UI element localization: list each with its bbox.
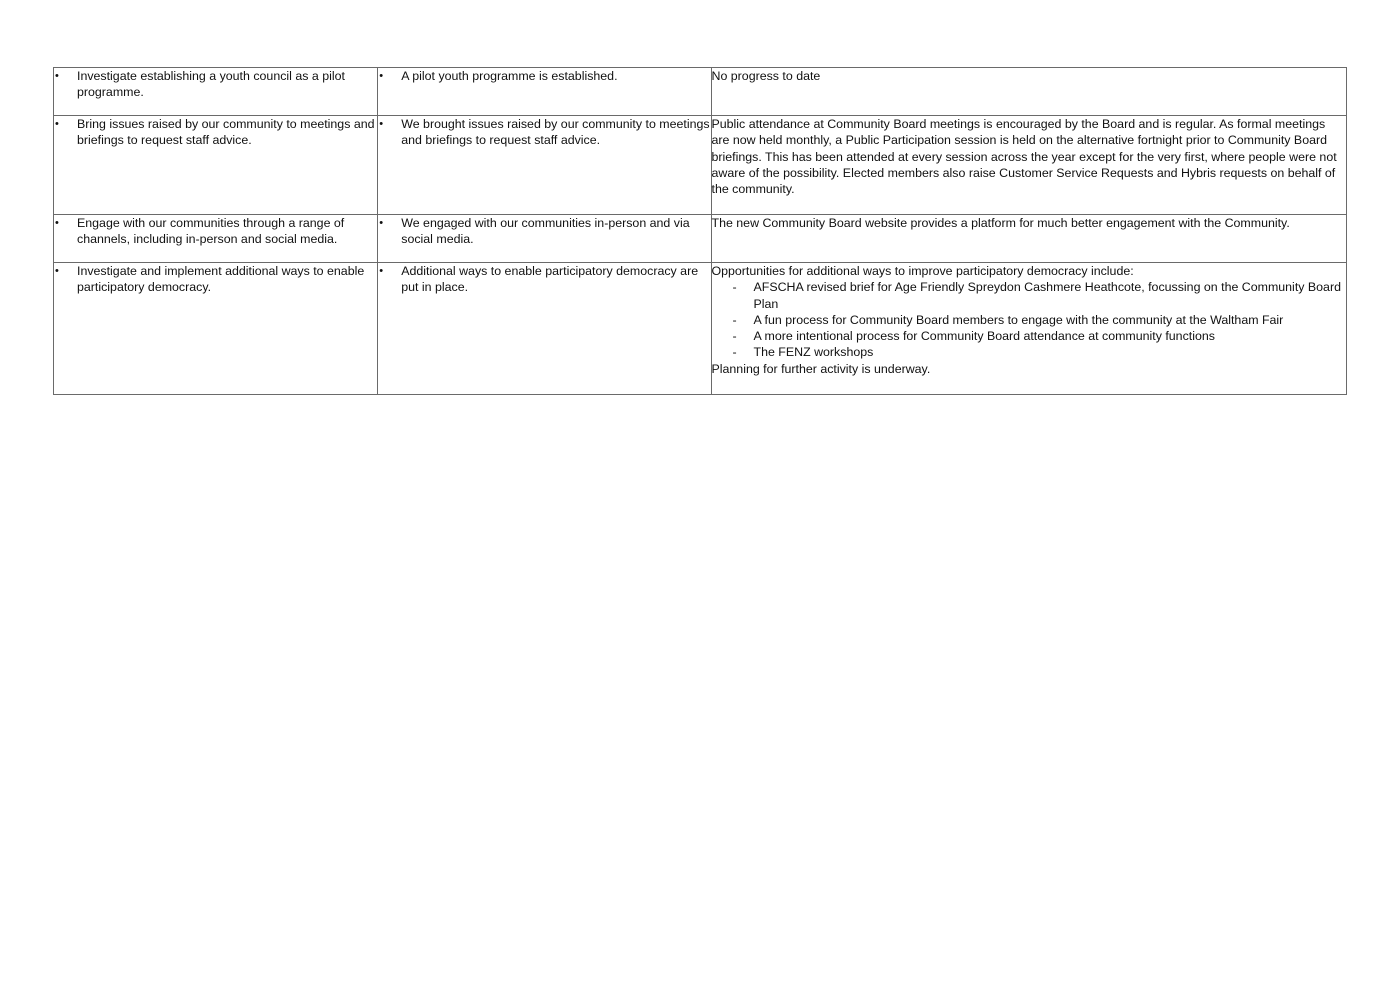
progress-report-table [53, 67, 1347, 395]
action-text: Engage with our communities through a range of channels, including in-person and social media. [77, 216, 345, 247]
table-row [54, 215, 1347, 263]
bullet-icon: • [55, 70, 59, 82]
action-item [54, 215, 377, 248]
list-item [712, 312, 1347, 328]
action-cell [54, 215, 378, 263]
bullet-icon: • [55, 217, 59, 229]
bullet-icon: • [379, 70, 384, 82]
action-item [54, 263, 377, 296]
outcome-cell [378, 263, 711, 395]
list-item-text: A fun process for Community Board members to engage with the community at the Waltham Fair [753, 312, 1284, 327]
action-cell [54, 116, 378, 215]
outcome-cell [378, 68, 711, 116]
bullet-icon: • [55, 265, 59, 277]
table-row [54, 68, 1347, 116]
action-item [54, 116, 377, 149]
progress-cell [711, 263, 1347, 395]
outcome-cell [378, 116, 711, 215]
progress-cell [711, 68, 1347, 116]
list-item-text: The FENZ workshops [753, 345, 874, 360]
action-item [54, 68, 377, 101]
action-cell [54, 68, 378, 116]
progress-text: Public attendance at Community Board meetings is encouraged by the Board and is regular. As formal meetings are now held monthly, a Public Participation session is held on the alternative fortnight prior to Community Board briefings. This has been attended at every session across the year except for the very first, where people were not aware of the possibility. Elected members also raise Customer Service Requests and Hybris requests on behalf of the community. [711, 117, 1337, 197]
action-text: Investigate and implement additional ways to enable participatory democracy. [77, 264, 365, 295]
outcome-text: A pilot youth programme is established. [401, 69, 618, 83]
outcome-item [378, 215, 710, 248]
progress-cell [711, 215, 1347, 263]
dash-icon: - [732, 345, 737, 360]
bullet-icon: • [55, 118, 59, 130]
list-item-text: AFSCHA revised brief for Age Friendly Spreydon Cashmere Heathcote, focussing on the Community Board Plan [753, 280, 1341, 311]
progress-outro: Planning for further activity is underway. [711, 361, 931, 376]
opportunity-list [712, 279, 1347, 360]
outcome-text: We engaged with our communities in-person and via social media. [401, 216, 690, 247]
progress-cell [711, 116, 1347, 215]
action-text: Bring issues raised by our community to meetings and briefings to request staff advice. [77, 117, 375, 148]
dash-icon: - [732, 312, 737, 327]
outcome-text: Additional ways to enable participatory democracy are put in place. [401, 264, 699, 295]
dash-icon: - [732, 329, 737, 344]
bullet-icon: • [379, 217, 384, 229]
outcome-cell [378, 215, 711, 263]
list-item [712, 344, 1347, 360]
outcome-text: We brought issues raised by our community to meetings and briefings to request staff advice. [401, 117, 710, 148]
bullet-icon: • [379, 118, 384, 130]
table-row [54, 263, 1347, 395]
dash-icon: - [732, 280, 737, 295]
outcome-item [378, 263, 710, 296]
outcome-item [378, 68, 710, 84]
table-row [54, 116, 1347, 215]
progress-text: No progress to date [711, 69, 821, 83]
list-item [712, 328, 1347, 344]
action-cell [54, 263, 378, 395]
progress-intro: Opportunities for additional ways to improve participatory democracy include: [711, 264, 1134, 278]
action-text: Investigate establishing a youth council as a pilot programme. [77, 69, 345, 100]
list-item-text: A more intentional process for Community Board attendance at community functions [753, 329, 1215, 344]
outcome-item [378, 116, 710, 149]
bullet-icon: • [379, 265, 384, 277]
list-item [712, 279, 1347, 312]
progress-text: The new Community Board website provides a platform for much better engagement with the Community. [711, 216, 1290, 230]
